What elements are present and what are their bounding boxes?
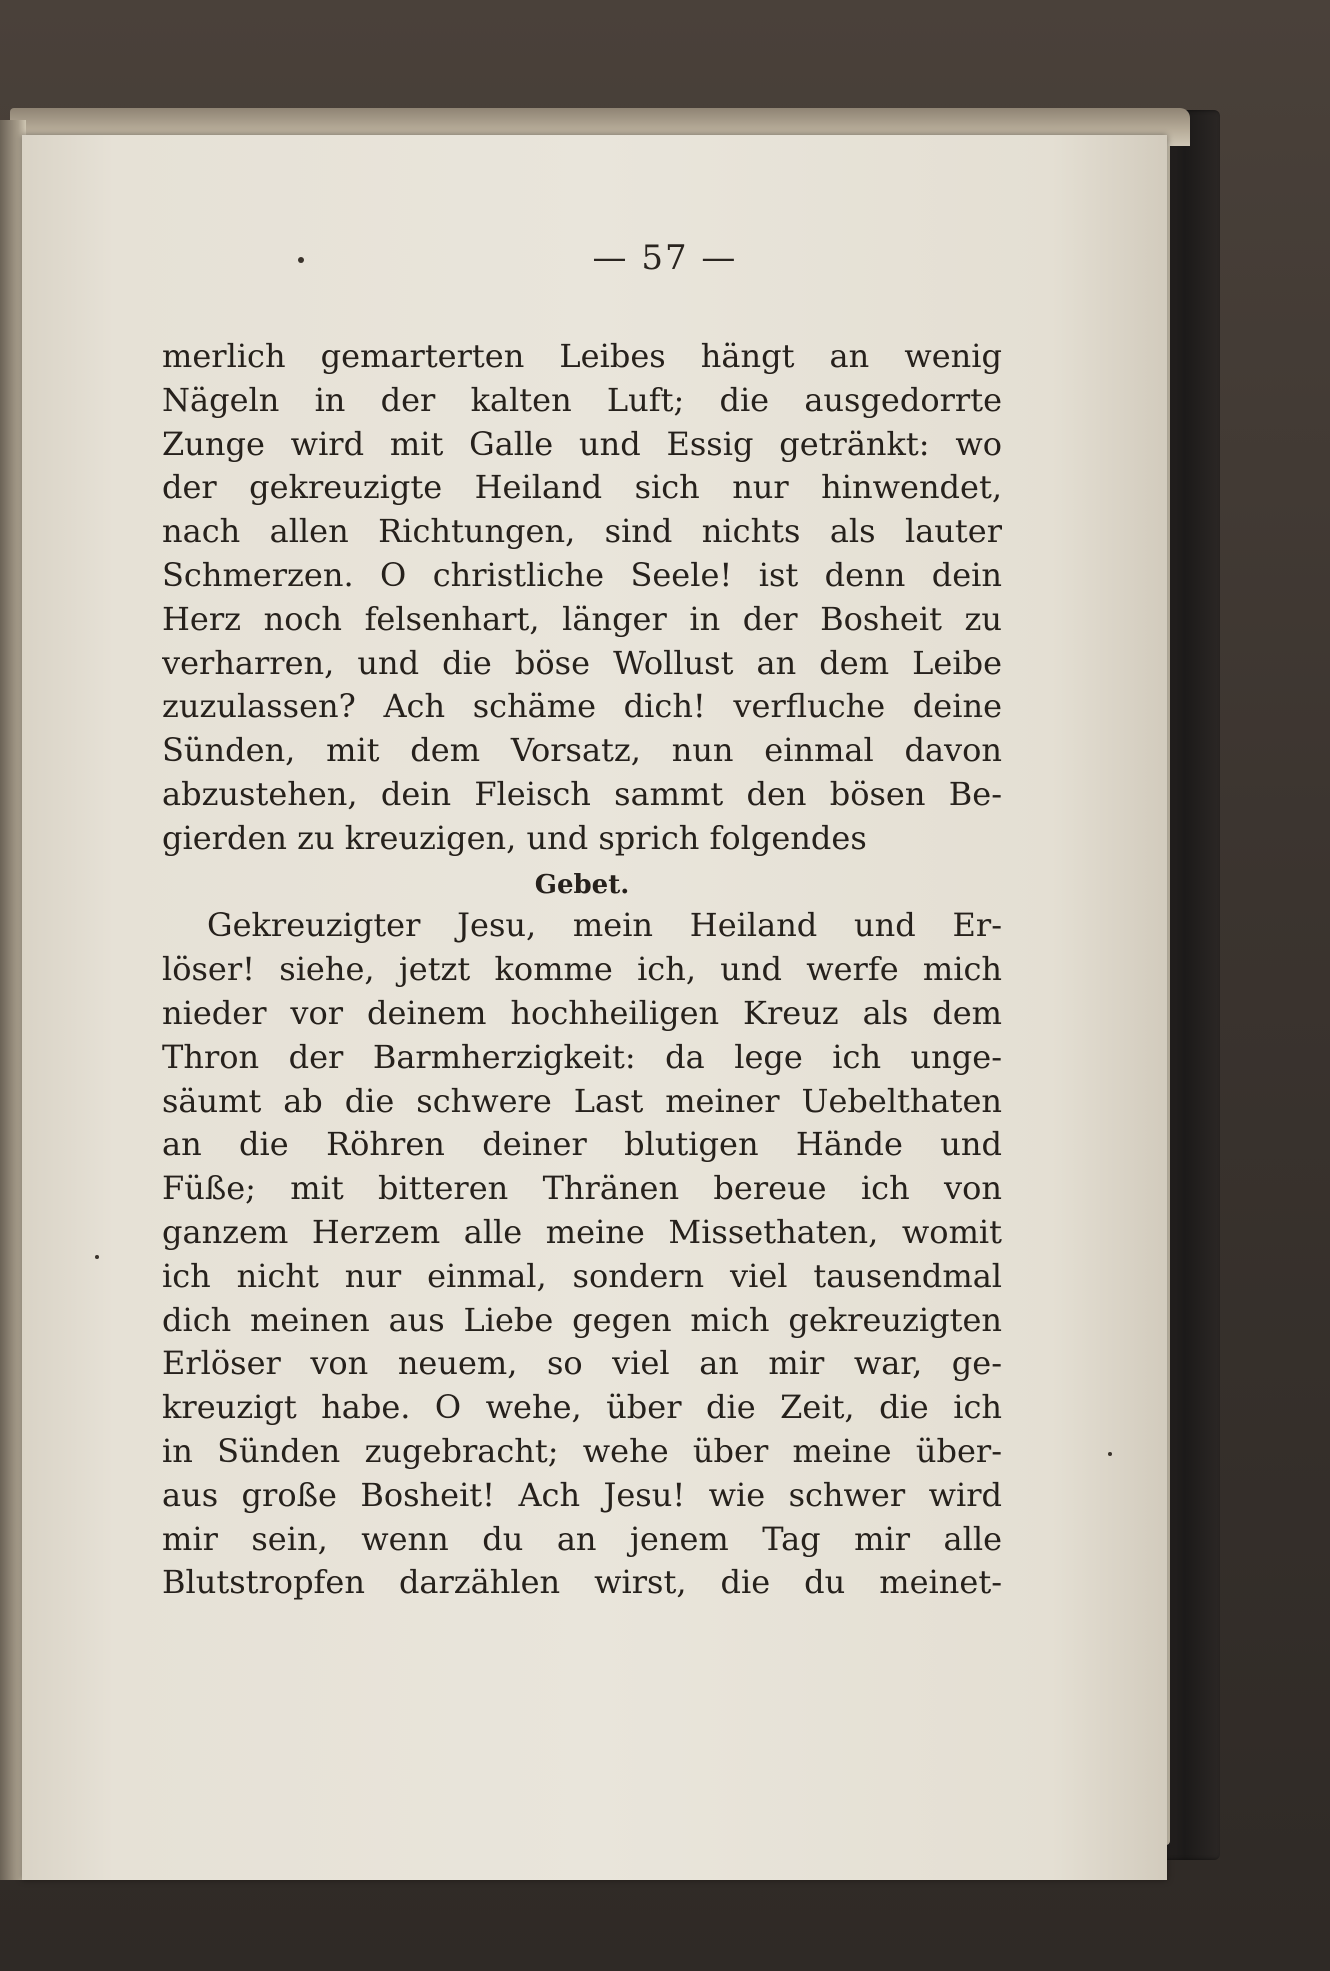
page-number: — 57 — (592, 238, 738, 278)
text-line: in Sünden zugebracht; wehe über meine über- (162, 1431, 1002, 1470)
text-line: an die Röhren deiner blutigen Hände und (162, 1125, 1002, 1164)
text-line: ich nicht nur einmal, sondern viel tausendmal (162, 1256, 1002, 1295)
text-line: Zunge wird mit Galle und Essig getränkt: wo (162, 424, 1002, 463)
text-line: Gekreuzigter Jesu, mein Heiland und Er- (207, 906, 1002, 945)
section-heading: Gebet. (534, 869, 630, 900)
text-line: der gekreuzigte Heiland sich nur hinwendet, (162, 468, 1002, 507)
text-line: aus große Bosheit! Ach Jesu! wie schwer wird (162, 1475, 1002, 1514)
text-line: merlich gemarterten Leibes hängt an wenig (162, 337, 1002, 375)
text-line: säumt ab die schwere Last meiner Uebelthaten (162, 1081, 1002, 1120)
text-line: ganzem Herzem alle meine Missethaten, womit (162, 1212, 1002, 1251)
text-line: Erlöser von neuem, so viel an mir war, ge- (162, 1344, 1002, 1383)
page-text (162, 335, 1002, 1605)
ink-speck (95, 1255, 99, 1259)
text-line: Sünden, mit dem Vorsatz, nun einmal davon (162, 731, 1002, 770)
text-line: Thron der Barmherzigkeit: da lege ich unge- (162, 1037, 1002, 1076)
text-line: dich meinen aus Liebe gegen mich gekreuzigten (162, 1300, 1002, 1339)
text-line: löser! siehe, jetzt komme ich, und werfe mich (162, 950, 1002, 989)
text-line: Blutstropfen darzählen wirst, die du meinet- (162, 1563, 1002, 1602)
text-line: Schmerzen. O christliche Seele! ist denn dein (162, 555, 1002, 594)
text-line: abzustehen, dein Fleisch sammt den bösen Be- (162, 774, 1002, 813)
ink-speck (1108, 1452, 1112, 1456)
text-line: Herz noch felsenhart, länger in der Bosheit zu (162, 599, 1002, 638)
text-line: gierden zu kreuzigen, und sprich folgendes (162, 818, 867, 857)
text-line: Nägeln in der kalten Luft; die ausgedorrte (162, 380, 1002, 419)
text-line: kreuzigt habe. O wehe, über die Zeit, die ich (162, 1388, 1002, 1427)
text-line: mir sein, wenn du an jenem Tag mir alle (162, 1519, 1002, 1558)
text-line: verharren, und die böse Wollust an dem Leibe (162, 643, 1002, 682)
text-line: nieder vor deinem hochheiligen Kreuz als dem (162, 993, 1002, 1032)
text-line: Füße; mit bitteren Thränen bereue ich von (162, 1169, 1002, 1208)
text-line: zuzulassen? Ach schäme dich! verfluche deine (162, 687, 1002, 726)
text-line: nach allen Richtungen, sind nichts als lauter (162, 512, 1002, 551)
